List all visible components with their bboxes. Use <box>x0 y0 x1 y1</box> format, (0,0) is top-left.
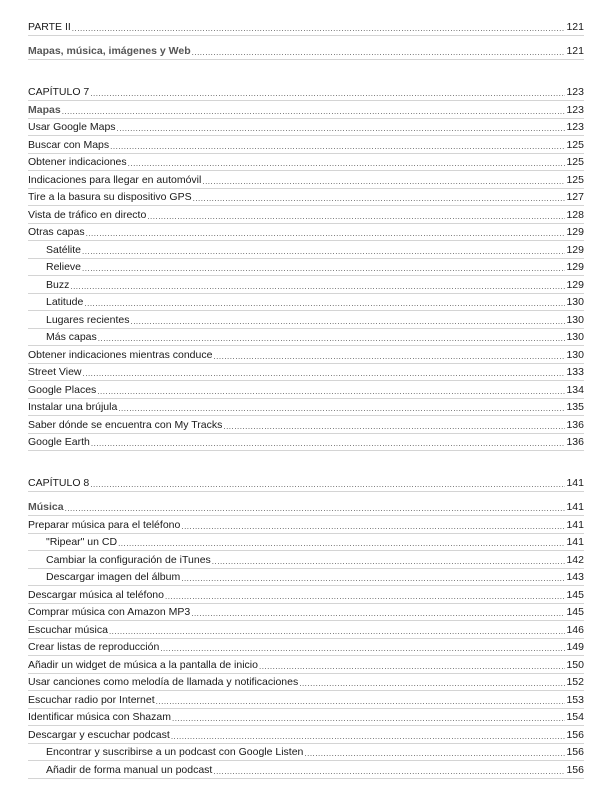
toc-entry-page: 123 <box>566 103 584 116</box>
toc-entry[interactable] <box>28 206 584 224</box>
toc-entry-title: Vista de tráfico en directo <box>28 208 147 221</box>
toc-entry-title: Mapas, música, imágenes y Web <box>28 45 191 57</box>
toc-entry-title: CAPÍTULO 7 <box>28 86 90 98</box>
toc-entry-page: 121 <box>566 45 584 57</box>
toc-entry-page: 129 <box>566 226 584 238</box>
toc-entry-title: Añadir de forma manual un podcast <box>46 763 213 776</box>
toc-entry-title: Google Earth <box>28 436 90 448</box>
toc-entry-title: Cambiar la configuración de iTunes <box>46 553 211 566</box>
toc-entry-page: 145 <box>566 606 584 618</box>
toc-entry[interactable] <box>28 136 584 154</box>
dot-leader <box>83 369 566 378</box>
dot-leader <box>165 592 565 601</box>
toc-entry[interactable] <box>28 569 584 587</box>
toc-entry[interactable] <box>28 434 584 452</box>
toc-entry-page: 127 <box>566 191 584 203</box>
dot-leader <box>84 299 565 308</box>
toc-entry-page: 154 <box>566 711 584 723</box>
toc-entry[interactable] <box>28 726 584 744</box>
dot-leader <box>91 439 566 448</box>
toc-entry[interactable] <box>28 516 584 534</box>
toc-entry-page: 135 <box>566 401 584 413</box>
toc-entry-title: Usar canciones como melodía de llamada y notificaciones <box>28 676 299 688</box>
toc-section <box>28 12 584 60</box>
dot-leader <box>70 282 565 291</box>
dot-leader <box>202 177 565 186</box>
dot-leader <box>181 522 565 531</box>
toc-entry[interactable] <box>28 101 584 119</box>
toc-entry-page: 141 <box>566 518 584 531</box>
toc-entry[interactable] <box>28 399 584 417</box>
toc-entry[interactable] <box>28 744 584 762</box>
toc-entry-title: Tire a la basura su dispositivo GPS <box>28 191 192 203</box>
toc-entry-page: 156 <box>566 763 584 776</box>
toc-entry-title: Obtener indicaciones <box>28 156 127 168</box>
toc-entry-title: Más capas <box>46 331 97 343</box>
toc-entry[interactable] <box>28 639 584 657</box>
toc-entry-page: 152 <box>566 676 584 688</box>
toc-entry-page: 123 <box>566 86 584 98</box>
dot-leader <box>98 334 566 343</box>
toc-entry-title: Preparar música para el teléfono <box>28 518 181 531</box>
toc-entry-page: 130 <box>566 331 584 343</box>
dot-leader <box>192 48 566 57</box>
dot-leader <box>223 422 565 431</box>
toc-entry[interactable] <box>28 12 584 36</box>
dot-leader <box>65 504 566 513</box>
toc-entry[interactable] <box>28 154 584 172</box>
toc-entry-title: Buscar con Maps <box>28 138 110 151</box>
toc-entry-page: 123 <box>566 121 584 133</box>
toc-entry-title: Descargar imagen del álbum <box>46 571 181 583</box>
dot-leader <box>304 749 565 758</box>
toc-entry[interactable] <box>28 656 584 674</box>
toc-entry-page: 129 <box>566 261 584 273</box>
toc-entry[interactable] <box>28 492 584 516</box>
toc-entry-page: 129 <box>566 243 584 256</box>
toc-entry-title: Encontrar y suscribirse a un podcast con Google Listen <box>46 746 304 758</box>
dot-leader <box>72 24 566 33</box>
toc-entry[interactable] <box>28 36 584 60</box>
toc-entry-page: 153 <box>566 693 584 706</box>
dot-leader <box>160 644 565 653</box>
toc-entry-title: Mapas <box>28 103 61 116</box>
dot-leader <box>118 404 565 413</box>
dot-leader <box>193 194 566 203</box>
toc-entry-title: Obtener indicaciones mientras conduce <box>28 348 213 361</box>
toc-entry-page: 142 <box>566 553 584 566</box>
dot-leader <box>86 229 566 238</box>
toc-entry-page: 146 <box>566 623 584 636</box>
toc-entry-page: 156 <box>566 728 584 741</box>
toc-entry-title: Saber dónde se encuentra con My Tracks <box>28 418 223 431</box>
toc-entry-title: PARTE II <box>28 21 71 33</box>
toc-entry-title: Instalar una brújula <box>28 401 118 413</box>
toc-entry-page: 156 <box>566 746 584 758</box>
toc-entry-title: Identificar música con Shazam <box>28 711 171 723</box>
toc-entry[interactable] <box>28 224 584 242</box>
toc-entry-title: Lugares recientes <box>46 313 130 326</box>
dot-leader <box>213 352 565 361</box>
toc-entry-page: 149 <box>566 641 584 653</box>
toc-entry[interactable] <box>28 346 584 364</box>
toc-entry-page: 143 <box>566 571 584 583</box>
toc-entry-title: Usar Google Maps <box>28 121 116 133</box>
dot-leader <box>172 714 565 723</box>
toc-entry[interactable] <box>28 416 584 434</box>
toc-entry-title: Indicaciones para llegar en automóvil <box>28 173 202 186</box>
toc-entry-page: 136 <box>566 436 584 448</box>
toc-entry-page: 130 <box>566 313 584 326</box>
toc-entry-title: Buzz <box>46 278 70 291</box>
dot-leader <box>110 142 565 151</box>
toc-entry-title: CAPÍTULO 8 <box>28 477 90 489</box>
toc-entry[interactable] <box>28 604 584 622</box>
toc-entry-title: Descargar música al teléfono <box>28 588 164 601</box>
table-of-contents <box>28 12 584 796</box>
toc-entry-title: Crear listas de reproducción <box>28 641 160 653</box>
toc-entry[interactable] <box>28 534 584 552</box>
dot-leader <box>109 627 566 636</box>
toc-entry-title: Relieve <box>46 261 82 273</box>
toc-entry[interactable] <box>28 171 584 189</box>
toc-entry-page: 141 <box>566 477 584 489</box>
toc-entry-title: Añadir un widget de música a la pantalla de inicio <box>28 658 258 671</box>
dot-leader <box>82 247 565 256</box>
toc-entry-page: 133 <box>566 366 584 378</box>
toc-entry-page: 121 <box>566 21 584 33</box>
toc-entry[interactable] <box>28 468 584 492</box>
toc-entry-page: 125 <box>566 138 584 151</box>
dot-leader <box>130 317 565 326</box>
dot-leader <box>259 662 565 671</box>
toc-entry-title: Latitude <box>46 296 84 308</box>
toc-entry[interactable] <box>28 364 584 382</box>
toc-entry-title: Street View <box>28 366 82 378</box>
toc-entry[interactable] <box>28 761 584 779</box>
toc-entry[interactable] <box>28 709 584 727</box>
toc-entry-page: 129 <box>566 278 584 291</box>
toc-entry[interactable] <box>28 77 584 101</box>
toc-entry[interactable] <box>28 119 584 137</box>
toc-entry-page: 136 <box>566 418 584 431</box>
dot-leader <box>128 159 566 168</box>
toc-entry-page: 134 <box>566 383 584 396</box>
toc-entry[interactable] <box>28 586 584 604</box>
toc-entry-title: "Ripear" un CD <box>46 536 118 548</box>
toc-entry-title: Comprar música con Amazon MP3 <box>28 606 191 618</box>
dot-leader <box>181 574 565 583</box>
dot-leader <box>213 767 565 776</box>
toc-entry[interactable] <box>28 621 584 639</box>
toc-entry-page: 130 <box>566 296 584 308</box>
toc-entry[interactable] <box>28 294 584 312</box>
toc-entry-page: 141 <box>566 536 584 548</box>
toc-entry[interactable] <box>28 551 584 569</box>
toc-entry-page: 145 <box>566 588 584 601</box>
dot-leader <box>299 679 565 688</box>
dot-leader <box>117 124 566 133</box>
toc-entry-page: 125 <box>566 173 584 186</box>
dot-leader <box>191 609 565 618</box>
dot-leader <box>212 557 566 566</box>
toc-entry-page: 128 <box>566 208 584 221</box>
toc-entry[interactable] <box>28 189 584 207</box>
toc-entry-title: Descargar y escuchar podcast <box>28 728 170 741</box>
toc-entry[interactable] <box>28 329 584 347</box>
dot-leader <box>82 264 565 273</box>
toc-entry-title: Otras capas <box>28 226 85 238</box>
dot-leader <box>147 212 565 221</box>
toc-entry[interactable] <box>28 241 584 259</box>
toc-entry[interactable] <box>28 674 584 692</box>
dot-leader <box>156 697 566 706</box>
toc-entry-page: 150 <box>566 658 584 671</box>
toc-entry[interactable] <box>28 691 584 709</box>
dot-leader <box>171 732 566 741</box>
toc-entry-title: Escuchar música <box>28 623 108 636</box>
toc-entry-title: Música <box>28 501 64 513</box>
toc-entry-title: Escuchar radio por Internet <box>28 693 155 706</box>
toc-entry-title: Satélite <box>46 243 82 256</box>
dot-leader <box>62 107 566 116</box>
toc-section <box>28 468 584 779</box>
dot-leader <box>90 480 565 489</box>
toc-entry-page: 130 <box>566 348 584 361</box>
toc-entry-title: Google Places <box>28 383 97 396</box>
toc-entry[interactable] <box>28 381 584 399</box>
dot-leader <box>90 89 565 98</box>
toc-entry[interactable] <box>28 276 584 294</box>
toc-entry-page: 141 <box>566 501 584 513</box>
toc-section <box>28 77 584 451</box>
toc-entry[interactable] <box>28 311 584 329</box>
toc-entry[interactable] <box>28 259 584 277</box>
dot-leader <box>97 387 565 396</box>
dot-leader <box>118 539 565 548</box>
toc-entry-page: 125 <box>566 156 584 168</box>
